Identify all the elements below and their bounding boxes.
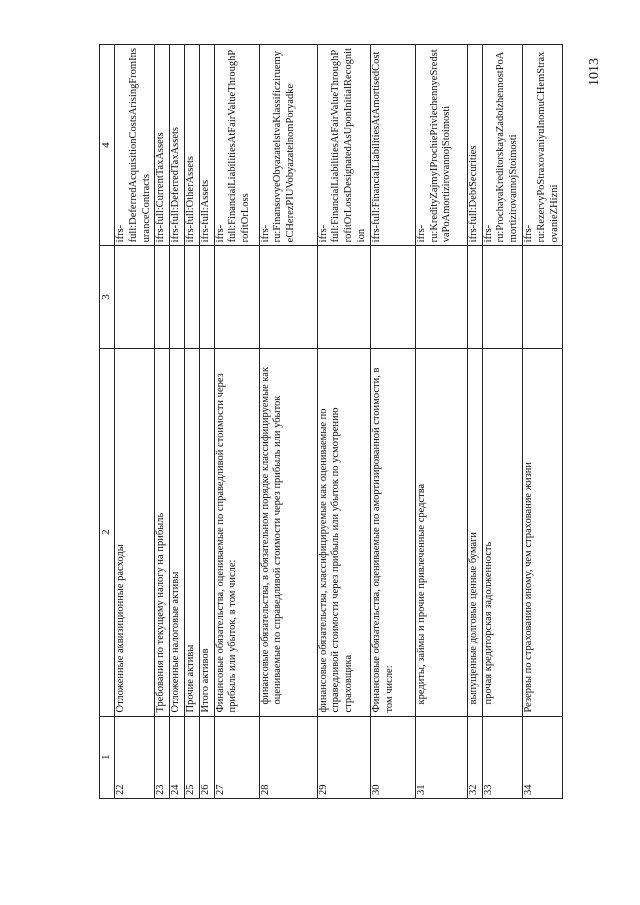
header-col-2: 2 bbox=[100, 348, 115, 716]
row-col3 bbox=[259, 246, 317, 348]
row-number: 32 bbox=[467, 716, 482, 798]
table-row bbox=[317, 45, 370, 799]
row-name: Требования по текущему налогу на прибыль bbox=[155, 348, 170, 716]
table-header-row bbox=[100, 45, 115, 799]
row-number: 27 bbox=[214, 716, 259, 798]
rotated-table-content bbox=[99, 44, 560, 799]
table-row bbox=[522, 45, 562, 799]
table-row bbox=[155, 45, 170, 799]
row-number: 22 bbox=[115, 716, 155, 798]
row-name: выпущенные долговые ценные бумаги bbox=[467, 348, 482, 716]
header-col-3: 3 bbox=[100, 246, 115, 348]
row-code: ifrs-full:Assets bbox=[199, 45, 214, 246]
table-row bbox=[259, 45, 317, 799]
table-row bbox=[199, 45, 214, 799]
row-name: Отложенные аквизиционные расходы bbox=[115, 348, 155, 716]
row-col3 bbox=[370, 246, 415, 348]
row-number: 33 bbox=[482, 716, 522, 798]
row-number: 23 bbox=[155, 716, 170, 798]
table-row bbox=[170, 45, 185, 799]
row-code: ifrs-full:DeferredAcquisitionCostsArisingFromInsuranceContracts bbox=[115, 45, 155, 246]
row-col3 bbox=[170, 246, 185, 348]
row-code: ifrs-ru:ProchayaKreditorskayaZadolzhennostPoAmortizirovannojStoimosti bbox=[482, 45, 522, 246]
table-row bbox=[467, 45, 482, 799]
row-number: 25 bbox=[184, 716, 199, 798]
row-code: ifrs-ru:KredityZajmyIProchiePrivlechennyeSredstvaPoAmortizirovannojStoimosti bbox=[415, 45, 467, 246]
row-code: ifrs-full:FinancialLiabilitiesAtFairValueThroughProfitOrLoss bbox=[214, 45, 259, 246]
row-name: финансовые обязательства, в обязательном порядке классифицируемые как оцениваемые по справедливой стоимости через прибыль или убыток bbox=[259, 348, 317, 716]
row-name: Итого активов bbox=[199, 348, 214, 716]
row-number: 31 bbox=[415, 716, 467, 798]
row-col3 bbox=[115, 246, 155, 348]
row-name: Финансовые обязательства, оцениваемые по амортизированной стоимости, в том числе: bbox=[370, 348, 415, 716]
row-code: ifrs-full:OtherAssets bbox=[184, 45, 199, 246]
row-code: ifrs-full:FinancialLiabilitiesAtFairValueThroughProfitOrLossDesignatedAsUponInitialRecognition bbox=[317, 45, 370, 246]
row-name: финансовые обязательства, классифицируемые как оцениваемые по справедливой стоимости через прибыль или убыток по усмотрению страховщика bbox=[317, 348, 370, 716]
row-name: кредиты, займы и прочие привлеченные средства bbox=[415, 348, 467, 716]
row-name: прочая кредиторская задолженность bbox=[482, 348, 522, 716]
row-code: ifrs-full:DebtSecurities bbox=[467, 45, 482, 246]
row-number: 34 bbox=[522, 716, 562, 798]
table-row bbox=[115, 45, 155, 799]
row-name: Резервы по страхованию иному, чем страхование жизни bbox=[522, 348, 562, 716]
row-number: 30 bbox=[370, 716, 415, 798]
row-code: ifrs-full:DeferredTaxAssets bbox=[170, 45, 185, 246]
row-code: ifrs-ru:FinansovyeObyazatelstvaKlassificziruemyeCHerezPIUVobyazatelnomPoryadke bbox=[259, 45, 317, 246]
rotated-table-frame bbox=[99, 44, 560, 799]
header-col-1: 1 bbox=[100, 716, 115, 798]
table-row bbox=[482, 45, 522, 799]
row-name: Прочие активы bbox=[184, 348, 199, 716]
row-col3 bbox=[317, 246, 370, 348]
row-number: 24 bbox=[170, 716, 185, 798]
row-code: ifrs-full:CurrentTaxAssets bbox=[155, 45, 170, 246]
row-number: 26 bbox=[199, 716, 214, 798]
row-name: Отложенные налоговые активы bbox=[170, 348, 185, 716]
data-table bbox=[99, 44, 563, 799]
row-code: ifrs-full:FinancialLiabilitiesAtAmortisedCost bbox=[370, 45, 415, 246]
row-col3 bbox=[467, 246, 482, 348]
row-number: 28 bbox=[259, 716, 317, 798]
row-col3 bbox=[522, 246, 562, 348]
row-col3 bbox=[155, 246, 170, 348]
table-row bbox=[184, 45, 199, 799]
row-col3 bbox=[184, 246, 199, 348]
page-number: 1013 bbox=[587, 58, 602, 86]
row-col3 bbox=[415, 246, 467, 348]
row-name: Финансовые обязательства, оцениваемые по справедливой стоимости через прибыль или убыток, в том числе: bbox=[214, 348, 259, 716]
row-number: 29 bbox=[317, 716, 370, 798]
table-row bbox=[214, 45, 259, 799]
row-col3 bbox=[482, 246, 522, 348]
table-row bbox=[415, 45, 467, 799]
row-col3 bbox=[199, 246, 214, 348]
table-row bbox=[370, 45, 415, 799]
row-code: ifrs-ru:RezervyPoStraxovaniyuInomuCHemStraxovanieZHizni bbox=[522, 45, 562, 246]
header-col-4: 4 bbox=[100, 45, 115, 246]
row-col3 bbox=[214, 246, 259, 348]
